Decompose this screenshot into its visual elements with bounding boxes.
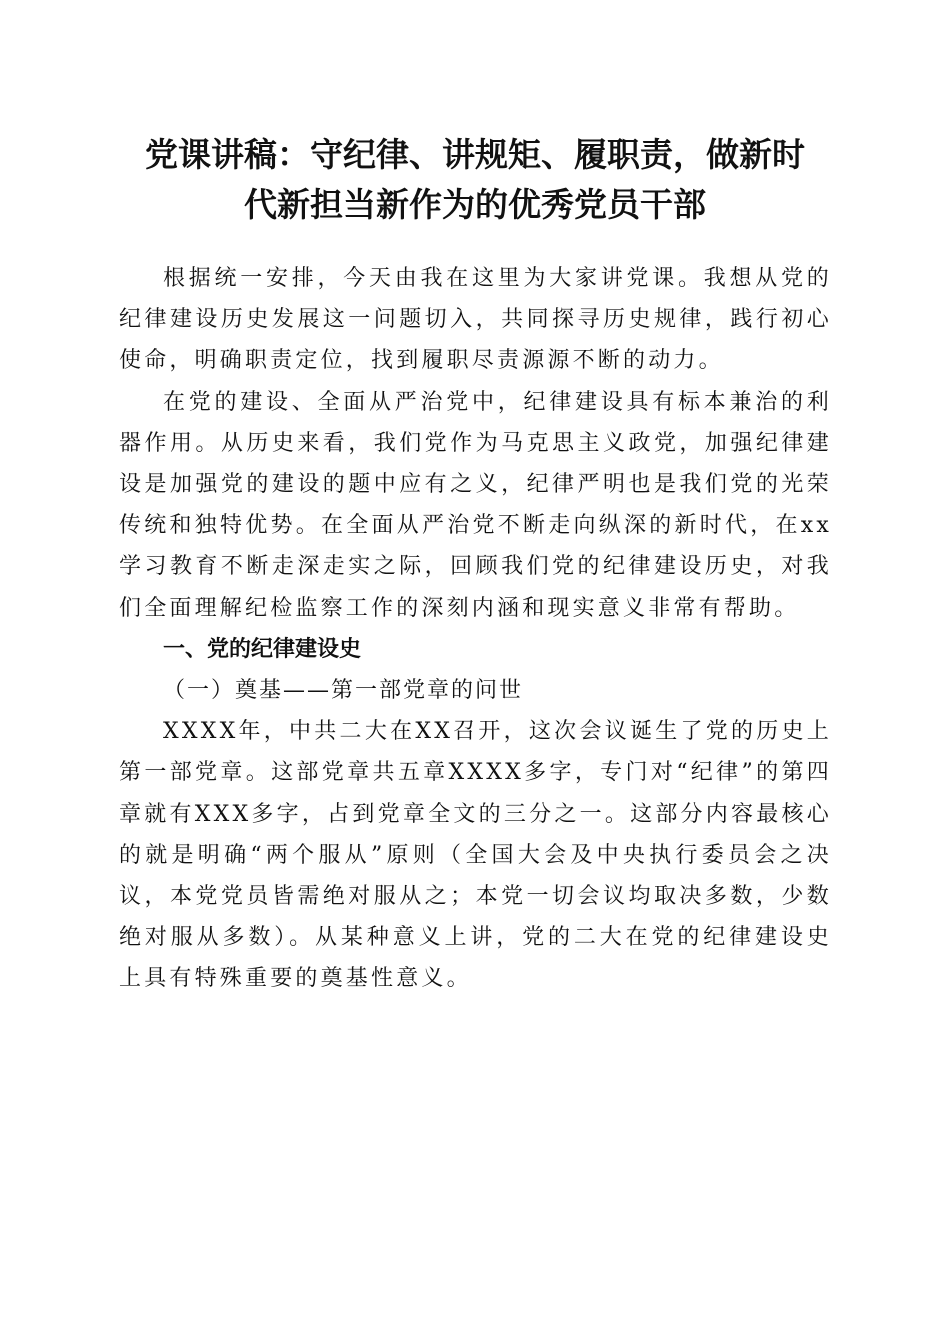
background-paragraph: 在党的建设、全面从严治党中，纪律建设具有标本兼治的利器作用。从历史来看，我们党作为马克思主义政党，加强纪律建设是加强党的建设的题中应有之义，纪律严明也是我们党的光荣传统和独特优势。在全面从严治党不断走向纵深的新时代，在xx学习教育不断走深走实之际，回顾我们党的纪律建设历史，对我们全面理解纪检监察工作的深刻内涵和现实意义非常有帮助。 — [119, 389, 832, 621]
section-paragraph: XXXX年，中共二大在XX召开，这次会议诞生了党的历史上第一部党章。这部党章共五章XXXX多字，专门对“纪律”的第四章就有XXX多字，占到党章全文的三分之一。这部分内容最核心的就是明确“两个服从”原则（全国大会及中央执行委员会之决议，本党党员皆需绝对服从之；本党一切会议均取决多数，少数绝对服从多数）。从某种意义上讲，党的二大在党的纪律建设史上具有特殊重要的奠基性意义。 — [119, 719, 832, 992]
title-line-2: 代新担当新作为的优秀党员干部 — [244, 185, 706, 224]
document-body — [119, 258, 832, 1000]
section-heading: 一、党的纪律建设史 — [163, 636, 362, 662]
document-title — [100, 130, 850, 230]
intro-paragraph: 根据统一安排，今天由我在这里为大家讲党课。我想从党的纪律建设历史发展这一问题切入，共同探寻历史规律，践行初心使命，明确职责定位，找到履职尽责源源不断的动力。 — [119, 266, 832, 374]
subsection-heading: （一）奠基——第一部党章的问世 — [163, 678, 524, 704]
title-line-1: 党课讲稿：守纪律、讲规矩、履职责，做新时 — [145, 135, 805, 174]
